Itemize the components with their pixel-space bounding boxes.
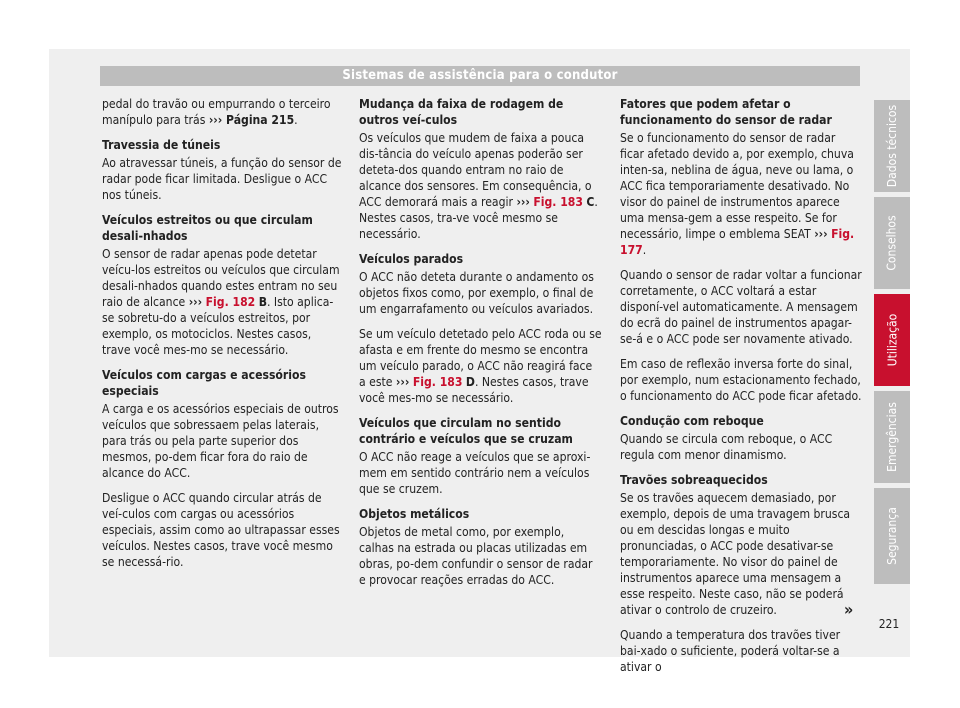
page-reference[interactable]: ››› Página 215 xyxy=(208,113,295,127)
subheading: Veículos parados xyxy=(359,252,464,266)
subheading: Travessia de túneis xyxy=(102,138,221,152)
paragraph: Em caso de reflexão inversa forte do sinal, por exemplo, num estacionamento fechado, o funcionamento do ACC pode ficar afetado. xyxy=(620,357,862,403)
paragraph: Se o funcionamento do sensor de radar ficar afetado devido a, por exemplo, chuva inten-sa, neblina de água, neve ou lama, o ACC fica temporariamente desativado. No visor do painel de instrumentos aparece uma mensa-gem a esse respeito. Se for necessário, limpe o emblema SEAT ››› Fig. 177. xyxy=(620,131,855,257)
figure-link[interactable]: Fig. 182 xyxy=(205,295,256,309)
subheading: Mudança da faixa de rodagem de outros veí-culos xyxy=(359,97,564,127)
column-3 xyxy=(620,96,862,684)
paragraph: Se um veículo detetado pelo ACC roda ou se afasta e em frente do mesmo se encontra um veículo parado, o ACC não reagirá face a este ››› Fig. 183 D. Nestes casos, trave você mes-mo se necessário. xyxy=(359,327,602,405)
subheading: Veículos com cargas e acessórios especiais xyxy=(102,368,306,398)
paragraph: O sensor de radar apenas pode detetar veícu-los estreitos ou veículos que circulam desali-nhados quando estes entram no seu raio de alcance ››› Fig. 182 B. Isto aplica-se sobretu-do a veículos estreitos, por exemplo, os motociclos. Nestes casos, trave você mes-mo se necessário. xyxy=(102,247,340,357)
tab-dados-tecnicos[interactable]: Dados técnicos xyxy=(874,100,910,192)
paragraph: Ao atravessar túneis, a função do sensor de radar pode ficar limitada. Desligue o ACC nos túneis. xyxy=(102,156,342,202)
paragraph: Os veículos que mudem de faixa a pouca dis-tância do veículo apenas poderão ser deteta-dos quando entram no raio de alcance dos sensores. Em consequência, o ACC demorará mais a reagir ››› Fig. 183 C. Nestes casos, tra-ve você mesmo se necessário. xyxy=(359,131,598,241)
subheading: Travões sobreaquecidos xyxy=(620,473,768,487)
subheading: Fatores que podem afetar o funcionamento do sensor de radar xyxy=(620,97,832,127)
tab-emergencias[interactable]: Emergências xyxy=(874,391,910,483)
column-1 xyxy=(102,96,342,579)
paragraph: Objetos de metal como, por exemplo, calhas na estrada ou placas utilizadas em obras, po-dem confundir o sensor de radar e provocar reações erradas do ACC. xyxy=(359,525,593,587)
section-header: Sistemas de assistência para o condutor xyxy=(100,66,860,86)
paragraph: O ACC não deteta durante o andamento os objetos fixos como, por exemplo, o final de um engarrafamento ou veículos avariados. xyxy=(359,270,594,316)
figure-link[interactable]: Fig. 177 xyxy=(620,227,855,257)
subheading: Veículos estreitos ou que circulam desali-nhados xyxy=(102,213,313,243)
figure-link[interactable]: Fig. 183 xyxy=(533,195,583,209)
paragraph: pedal do travão ou empurrando o terceiro manípulo para trás ››› Página 215. xyxy=(102,97,331,127)
paragraph: Quando o sensor de radar voltar a funcionar corretamente, o ACC voltará a estar disponí-vel automaticamente. A mensagem do ecrã do painel de instrumentos apagar-se-á e o ACC pode ser novamente ativado. xyxy=(620,268,862,346)
subheading: Veículos que circulam no sentido contrário e veículos que se cruzam xyxy=(359,416,573,446)
paragraph: A carga e os acessórios especiais de outros veículos que sobressaem pelas laterais, para trás ou pela parte superior dos mesmos, po-dem ficar fora do raio de alcance do ACC. xyxy=(102,402,339,480)
tab-conselhos[interactable]: Conselhos xyxy=(874,197,910,289)
paragraph: O ACC não reage a veículos que se aproxi-mem em sentido contrário nem a veículos que se cruzem. xyxy=(359,450,591,496)
paragraph: Quando se circula com reboque, o ACC regula com menor dinamismo. xyxy=(620,432,833,462)
page-number: 221 xyxy=(878,617,900,631)
figure-link[interactable]: Fig. 183 xyxy=(412,375,463,389)
tab-seguranca[interactable]: Segurança xyxy=(874,488,910,584)
paragraph: Se os travões aquecem demasiado, por exemplo, depois de uma travagem brusca ou em descidas longas e muito pronunciadas, o ACC pode desativar-se temporariamente. No visor do painel de instrumentos aparece uma mensagem a esse respeito. Neste caso, não se poderá ativar o controlo de cruzeiro. xyxy=(620,491,851,617)
subheading: Objetos metálicos xyxy=(359,507,470,521)
tab-utilizacao[interactable]: Utilização xyxy=(874,294,910,386)
continue-arrow-icon: » xyxy=(844,600,854,619)
paragraph: Quando a temperatura dos travões tiver bai-xado o suficiente, poderá voltar-se a ativar o xyxy=(620,628,841,674)
column-2 xyxy=(359,96,602,597)
subheading: Condução com reboque xyxy=(620,414,764,428)
paragraph: Desligue o ACC quando circular atrás de veí-culos com cargas ou acessórios especiais, assim como ao ultrapassar esses veículos. Nestes casos, trave você mesmo se necessá-rio. xyxy=(102,491,340,569)
